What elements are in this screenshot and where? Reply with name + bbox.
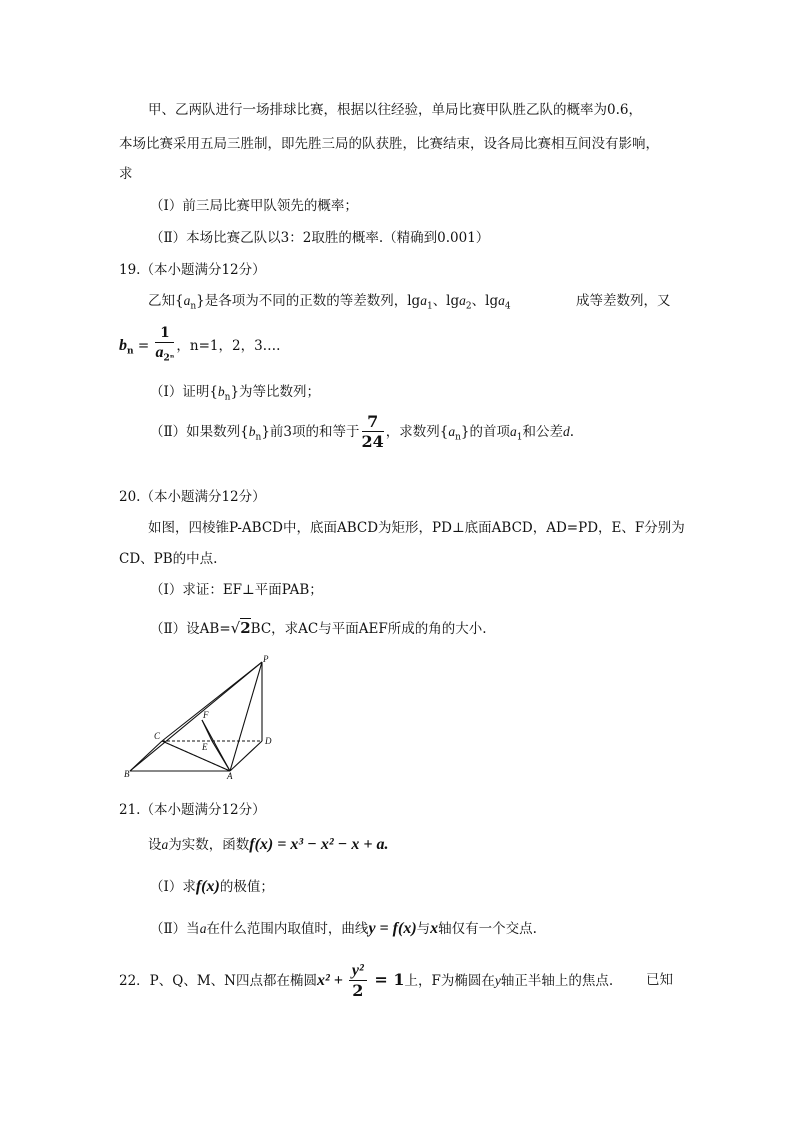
label-B: B [124,769,130,779]
label-F: F [203,710,209,720]
q20-header: 20.（本小题满分12分） [119,489,266,505]
q19-intro-end: 成等差数列，又 [576,293,671,309]
q19-intro: 乙知$\{a_n\}$是各项为不同的正数的等差数列，lga$_1$、lga$_2$、lga$_4$ [148,293,511,312]
q19-bn-formula: $b_n$ = $\frac{1}{a_{2^n}}$ ，n=1，2，3…. [119,324,280,371]
q18-part2: （Ⅱ）本场比赛乙队以3：2取胜的概率.（精确到0.001） [150,230,490,246]
label-E: E [202,742,208,752]
q22-end: 已知 [646,972,673,988]
q19-part2: （Ⅱ）如果数列$\{b_n\}$前3项的和等于 $\frac{7}{24}$ ，求数列$\{a_n\}$的首项$a_1$和公差d. [150,412,575,451]
q19-part1: （Ⅰ）证明$\{b_n\}$为等比数列； [150,384,321,403]
label-D: D [265,736,272,746]
q21-line1: 设a为实数，函数f(x) = x³ − x² − x + a. [148,836,389,853]
q22-line1: 22．P、Q、M、N四点都在椭圆x² + $\frac{\text{y²}}{2}$ = 1上，F为椭圆在y轴正半轴上的焦点. [119,962,614,1000]
q21-part2: （Ⅱ）当a在什么范围内取值时，曲线y = f(x)与x轴仅有一个交点. [150,920,537,937]
edge-PA [230,662,262,771]
q21-part1: （Ⅰ）求f(x)的极值； [150,878,274,895]
edge-FE [202,720,212,741]
q20-part2: （Ⅱ）设AB=√2BC，求AC与平面AEF所成的角的大小. [150,619,487,637]
edge-PC [162,662,262,741]
q20-line1: 如图，四棱锥P-ABCD中，底面ABCD为矩形，PD⊥底面ABCD，AD=PD，E、F分别为 [148,520,685,536]
q19-header: 19.（本小题满分12分） [119,262,266,278]
q20-line2: CD、PB的中点. [119,551,218,567]
bn-fraction: $\frac{1}{a_{2^n}}$ [155,325,175,364]
label-P: P [263,654,269,664]
q21-header: 21.（本小题满分12分） [119,802,266,818]
label-A: A [227,771,233,780]
edge-BC [130,741,162,771]
q18-line3: 求 [119,166,133,182]
seven-24-fraction: $\frac{7}{24}$ [361,412,384,451]
ellipse-fraction: $\frac{\text{y²}}{2}$ [349,962,367,1001]
q18-line1: 甲、乙两队进行一场排球比赛，根据以往经验，单局比赛甲队胜乙队的概率为0.6， [148,102,642,118]
q20-part1: （Ⅰ）求证：EF⊥平面PAB； [150,582,323,598]
q18-line2: 本场比赛采用五局三胜制，即先胜三局的队获胜，比赛结束，设各局比赛相互间没有影响， [119,136,659,152]
q18-part1: （Ⅰ）前三局比赛甲队领先的概率； [150,198,358,214]
pyramid-figure [116,654,276,780]
label-C: C [154,731,161,741]
edge-PB [130,662,262,771]
